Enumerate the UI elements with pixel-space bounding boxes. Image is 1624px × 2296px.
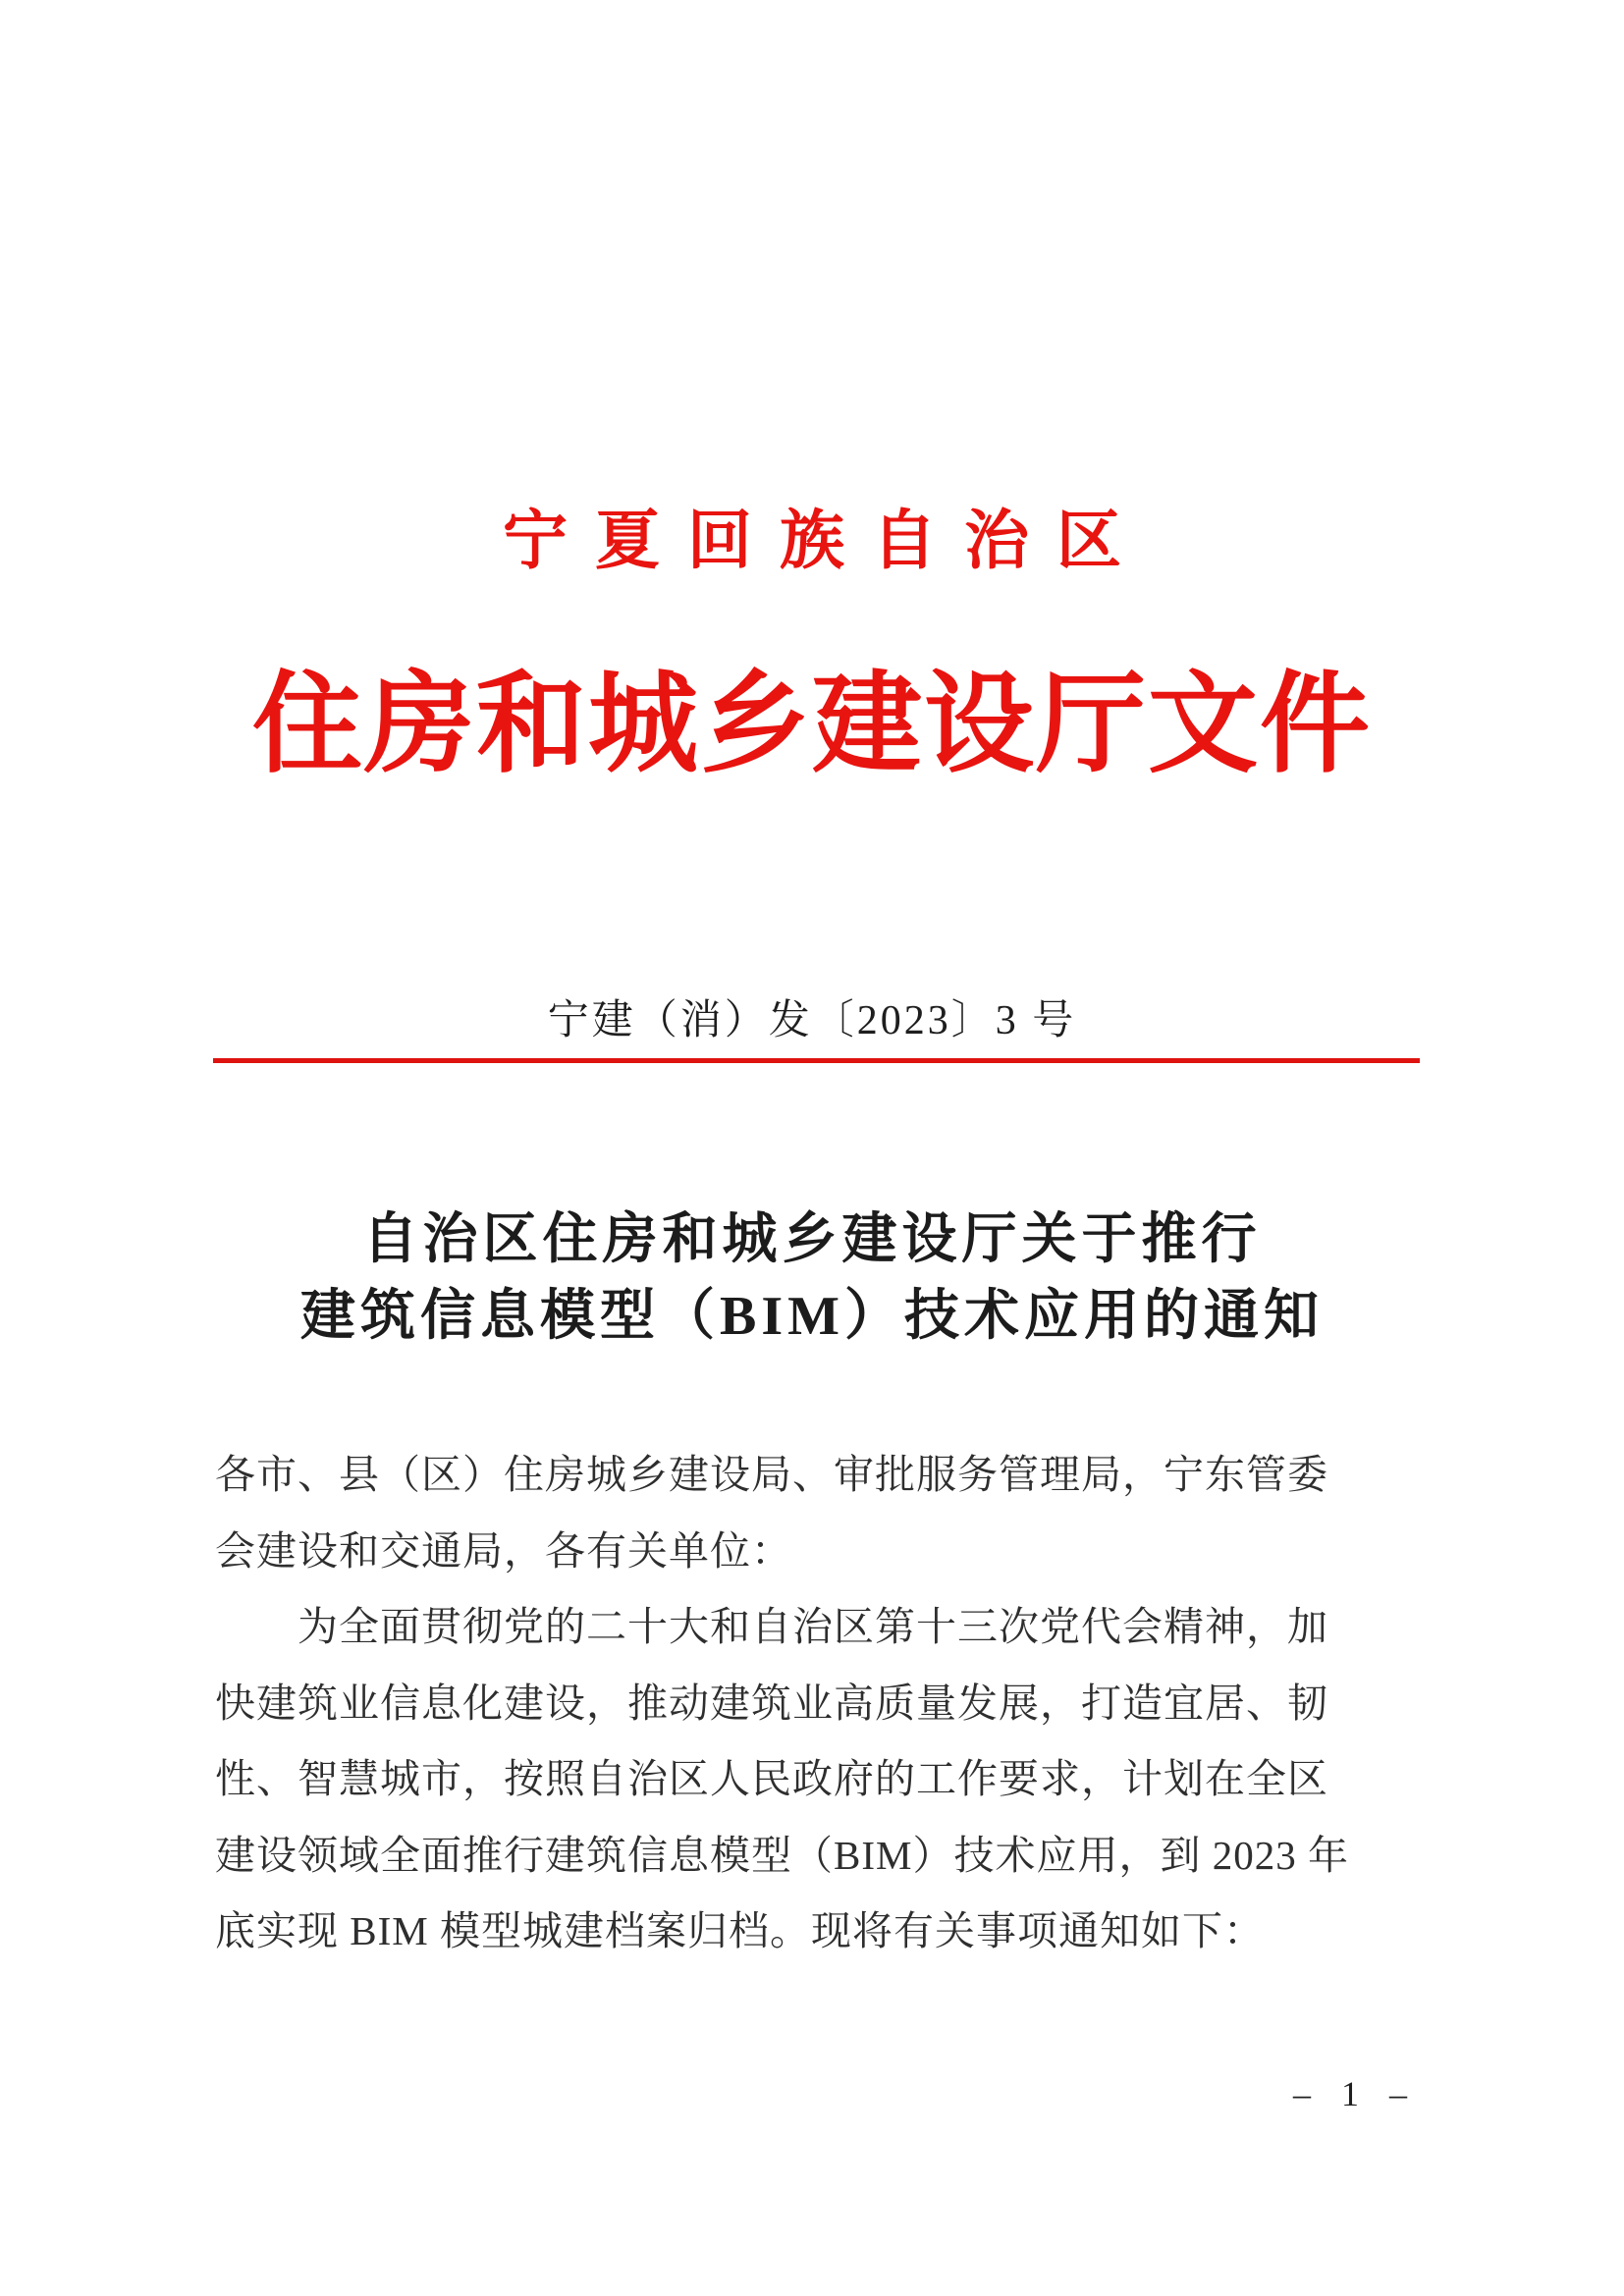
document-body — [215, 1437, 1425, 1970]
document-title-line-2: 建筑信息模型（BIM）技术应用的通知 — [300, 1286, 1324, 1347]
document-title-line-1: 自治区住房和城乡建设厅关于推行 — [362, 1209, 1262, 1270]
body-text-line: 性、智慧城市，按照自治区人民政府的工作要求，计划在全区 — [215, 1756, 1328, 1801]
document-title — [0, 1201, 1624, 1355]
body-text-line: 快建筑业信息化建设，推动建筑业高质量发展，打造宜居、韧 — [215, 1680, 1328, 1726]
page-number: – 1 – — [1293, 2074, 1411, 2113]
body-text-line: 建设领域全面推行建筑信息模型（BIM）技术应用，到 2023 年 — [215, 1832, 1349, 1878]
recipient-line: 会建设和交通局，各有关单位： — [215, 1527, 792, 1574]
letterhead-org-line: 住房和城乡建设厅文件 — [252, 665, 1372, 786]
recipient-line: 各市、县（区）住房城乡建设局、审批服务管理局，宁东管委 — [215, 1452, 1328, 1497]
document-number: 宁建（消）发〔2023〕3 号 — [547, 998, 1077, 1043]
letterhead-region-line: 宁夏回族自治区 — [503, 506, 1149, 577]
body-text-line: 为全面贯彻党的二十大和自治区第十三次党代会精神，加 — [298, 1604, 1328, 1649]
body-text-line: 底实现 BIM 模型城建档案归档。现将有关事项通知如下： — [215, 1908, 1265, 1953]
letterhead-divider-rule — [213, 1058, 1420, 1063]
